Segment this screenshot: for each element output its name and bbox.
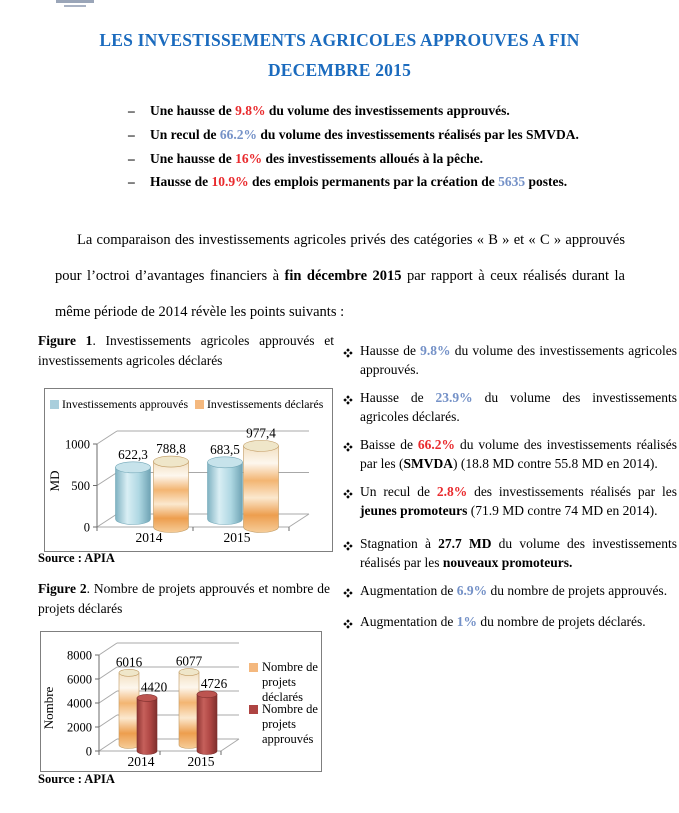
gridline	[97, 514, 117, 527]
dash-bullet: –	[128, 174, 135, 190]
cylinder-bar	[137, 698, 157, 755]
text-segment: Un recul de	[150, 126, 220, 142]
cylinder-bar	[244, 446, 279, 533]
page-title	[0, 26, 679, 85]
gridline	[99, 643, 117, 655]
text-segment: du volume des investissements réalisés par les SMVDA.	[257, 126, 579, 142]
summary-item	[128, 123, 590, 147]
diamond-bullet-icon	[343, 348, 353, 358]
cylinder-bar	[197, 694, 217, 754]
cylinder-top	[208, 457, 243, 468]
text-segment: des emplois permanents par la création de	[248, 174, 499, 190]
category-label: 2014	[127, 754, 155, 769]
summary-item	[128, 170, 590, 194]
legend-label: Investissements déclarés	[207, 397, 324, 411]
logo-line	[56, 0, 94, 3]
org-logo	[55, 0, 95, 7]
intro-paragraph	[55, 222, 625, 330]
cylinder-top	[197, 691, 217, 698]
summary-item-text	[150, 123, 590, 147]
legend-label: Nombre de	[262, 660, 318, 674]
y-axis-label: Nombre	[41, 686, 56, 730]
key-point-item	[343, 435, 677, 473]
figure2-source: Source : APIA	[38, 772, 115, 786]
diamond-bullet-icon	[343, 588, 353, 598]
text-segment: 23.9%	[435, 390, 473, 405]
data-label: 4420	[140, 679, 168, 695]
text-segment: Baisse de	[360, 437, 418, 452]
gridline	[97, 473, 117, 486]
text-segment: . Nombre de projets approuvés et nombre de projets déclarés	[38, 581, 330, 616]
legend-swatch	[249, 663, 258, 672]
floor-edge	[221, 739, 239, 751]
cylinder-top	[154, 456, 189, 467]
cylinder-bar	[119, 673, 139, 749]
text-segment: La comparaison des investissements agricoles privés des catégories « B » et « C » approuvés pour l’octroi d’avantages financiers à	[55, 232, 625, 284]
diamond-bullet	[343, 388, 360, 426]
text-segment: 5635	[498, 174, 526, 190]
key-point-text	[360, 435, 677, 473]
text-segment: Hausse de	[360, 343, 421, 358]
y-tick-label: 8000	[67, 648, 92, 663]
text-segment: du volume des investissements agricoles déclarés.	[360, 390, 678, 424]
diamond-bullet	[343, 341, 360, 379]
text-segment: jeunes promoteurs	[360, 503, 468, 518]
text-segment: Augmentation de	[360, 614, 457, 629]
key-point-item	[343, 482, 677, 520]
text-segment: 27.7 MD	[438, 536, 492, 551]
diamond-bullet	[343, 482, 360, 520]
text-segment: 16%	[235, 150, 263, 166]
dash-bullet: –	[128, 126, 135, 142]
diamond-bullet-icon	[343, 619, 353, 629]
figure1-source: Source : APIA	[38, 551, 115, 565]
key-point-item	[343, 341, 677, 379]
diamond-bullet	[343, 435, 360, 473]
gridline	[97, 431, 117, 444]
text-segment: Figure 1	[38, 333, 93, 348]
summary-bullet-list	[128, 99, 590, 194]
figure1-chart	[44, 388, 333, 552]
y-tick-label: 4000	[67, 696, 92, 711]
text-segment: 1%	[456, 614, 477, 629]
text-segment: Figure 2	[38, 581, 87, 596]
data-label: 4726	[200, 675, 228, 691]
text-segment: . Investissements agricoles approuvés et investissements agricoles déclarés	[38, 333, 334, 368]
diamond-bullet-icon	[343, 541, 353, 551]
text-segment: fin décembre 2015	[284, 268, 402, 284]
text-segment: Une hausse de	[150, 103, 236, 118]
key-point-text	[360, 581, 677, 603]
key-point-item	[343, 388, 677, 426]
text-segment: 6.9%	[456, 583, 488, 598]
key-point-text	[360, 341, 677, 379]
summary-item	[128, 147, 590, 171]
y-axis-label: MD	[47, 470, 62, 492]
cylinder-top	[244, 440, 279, 451]
diamond-bullet	[343, 534, 360, 572]
page-title-line1: LES INVESTISSEMENTS AGRICOLES APPROUVES A FIN	[99, 30, 580, 50]
data-label: 683,5	[210, 441, 240, 457]
text-segment: du volume des investissements agricoles approuvés.	[360, 343, 677, 377]
y-tick-label: 500	[71, 479, 90, 493]
cylinder-bar	[208, 462, 243, 524]
key-point-item	[343, 612, 677, 634]
cylinder-top	[116, 462, 151, 473]
y-tick-label: 0	[85, 744, 92, 759]
text-segment: ) (18.8 MD contre 55.8 MD en 2014).	[452, 456, 658, 471]
logo-line	[64, 5, 86, 7]
y-tick-label: 1000	[65, 437, 90, 452]
text-segment: 66.2%	[417, 437, 456, 452]
cylinder-bar	[154, 462, 189, 533]
gridline	[99, 715, 117, 727]
diamond-bullet-icon	[343, 442, 353, 452]
text-segment: du volume des investissements réalisés par les (	[360, 437, 677, 471]
text-segment: des investissements alloués à la pêche.	[262, 150, 484, 166]
summary-item-text	[150, 99, 590, 123]
category-label: 2015	[223, 530, 251, 545]
floor-edge	[289, 514, 309, 527]
legend-label: Nombre de	[262, 702, 318, 716]
text-segment: du volume des investissements approuvés.	[265, 103, 510, 118]
legend-label: Investissements approuvés	[62, 397, 189, 411]
summary-item-text	[150, 170, 590, 194]
key-point-item	[343, 581, 677, 603]
data-label: 977,4	[246, 425, 276, 441]
y-tick-label: 0	[83, 520, 90, 535]
text-segment: Hausse de	[150, 174, 212, 190]
text-segment: du nombre de projets approuvés.	[487, 583, 668, 598]
text-segment: Un recul de	[360, 484, 437, 499]
diamond-bullet-icon	[343, 395, 353, 405]
text-segment: (71.9 MD contre 74 MD en 2014).	[467, 503, 658, 518]
category-label: 2015	[187, 754, 215, 769]
text-segment: Augmentation de	[360, 583, 457, 598]
cylinder-bar	[116, 467, 151, 524]
text-segment: 9.8%	[420, 343, 451, 358]
cylinder-top	[137, 694, 157, 701]
figure1-caption	[38, 331, 334, 370]
legend-swatch	[249, 705, 258, 714]
summary-item-text	[150, 147, 590, 171]
legend-label: projets	[262, 675, 297, 689]
legend-swatch	[50, 400, 59, 409]
text-segment: Stagnation à	[360, 536, 439, 551]
data-label: 6077	[175, 653, 203, 669]
summary-item	[128, 99, 590, 123]
text-segment: 2.8%	[436, 484, 468, 499]
data-label: 622,3	[118, 446, 148, 462]
cylinder-bar	[179, 672, 199, 748]
gridline	[99, 739, 117, 751]
text-segment: Hausse de	[360, 390, 436, 405]
text-segment: 10.9%	[211, 174, 249, 190]
key-point-item	[343, 534, 677, 572]
text-segment: 66.2%	[219, 126, 257, 142]
key-point-text	[360, 388, 677, 426]
key-point-text	[360, 534, 677, 572]
dash-bullet: –	[128, 103, 135, 118]
key-points-column	[343, 341, 677, 643]
gridline	[99, 691, 117, 703]
y-tick-label: 2000	[67, 720, 92, 735]
diamond-bullet-icon	[343, 489, 353, 499]
cylinder-top	[119, 669, 139, 676]
text-segment: Une hausse de	[150, 150, 236, 166]
legend-label: approuvés	[262, 732, 314, 746]
diamond-bullet	[343, 581, 360, 603]
page-title-line2: DECEMBRE 2015	[267, 59, 412, 80]
text-segment: postes.	[525, 174, 568, 190]
text-segment: du volume des investissements réalisés par les	[360, 536, 677, 570]
legend-label: projets	[262, 717, 297, 731]
category-label: 2014	[135, 530, 163, 545]
text-segment: des investissements réalisés par les	[467, 484, 677, 499]
key-point-text	[360, 612, 677, 634]
data-label: 788,8	[156, 441, 186, 457]
diamond-bullet	[343, 612, 360, 634]
data-label: 6016	[115, 654, 143, 670]
gridline	[99, 667, 117, 679]
text-segment: du nombre de projets déclarés.	[476, 614, 646, 629]
legend-swatch	[195, 400, 204, 409]
text-segment: par rapport à ceux réalisés durant la même période de 2014 révèle les points suivants :	[55, 268, 625, 320]
y-tick-label: 6000	[67, 672, 92, 687]
key-point-text	[360, 482, 677, 520]
figure2-caption	[38, 579, 330, 618]
dash-bullet: –	[128, 150, 135, 166]
text-segment: 9.8%	[235, 103, 266, 118]
cylinder-top	[179, 669, 199, 676]
text-segment: SMVDA	[403, 456, 453, 471]
text-segment: nouveaux promoteurs.	[442, 555, 573, 570]
figure2-chart	[40, 631, 322, 772]
legend-label: déclarés	[262, 690, 303, 704]
